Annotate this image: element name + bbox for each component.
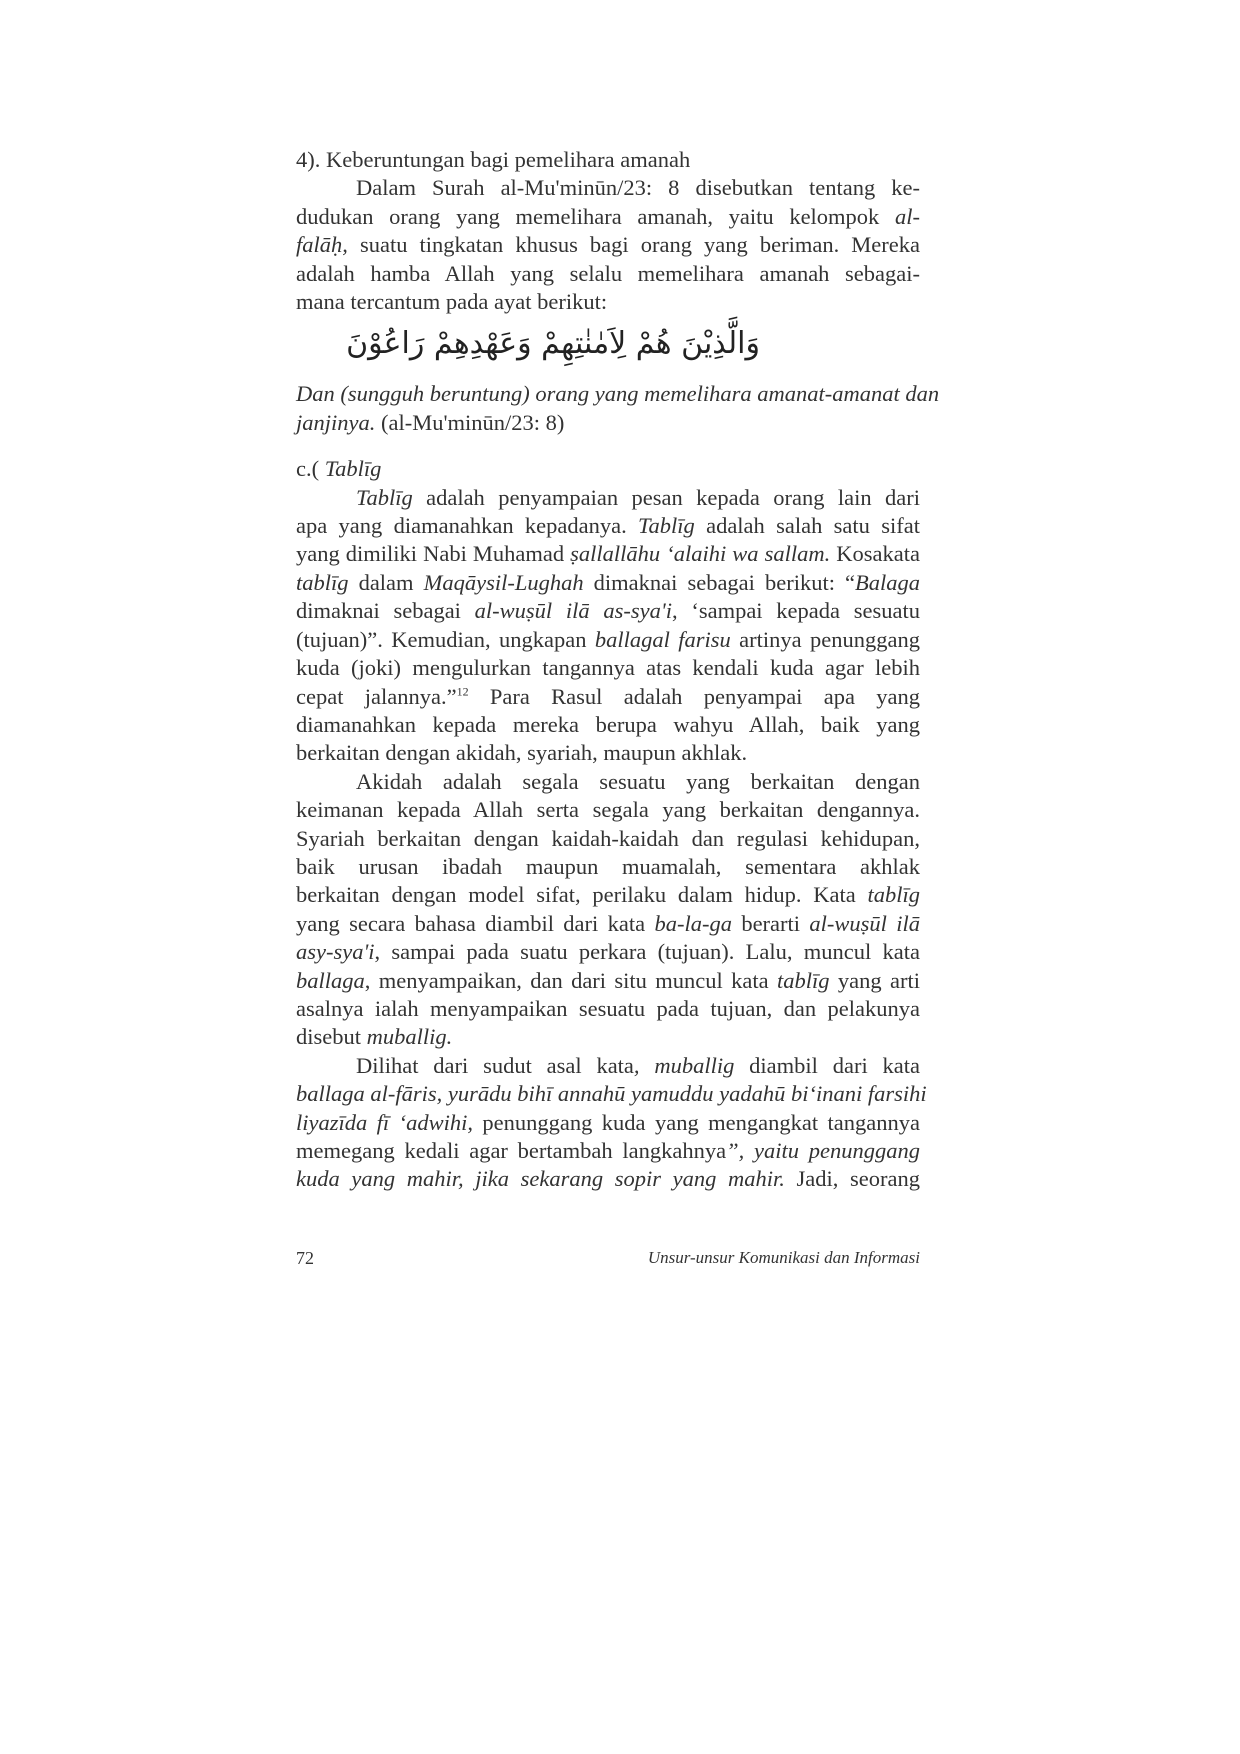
italic-term: kuda yang mahir, jika sekarang sopir yang mahir. bbox=[296, 1166, 785, 1192]
text-line bbox=[296, 881, 920, 909]
italic-term: ballaga bbox=[296, 967, 365, 993]
text-line bbox=[296, 512, 920, 540]
heading-prefix: c.( bbox=[296, 456, 325, 482]
text-line bbox=[296, 540, 920, 568]
text-line bbox=[296, 203, 920, 231]
italic-term: ba-la-ga bbox=[654, 910, 732, 936]
italic-term: tablīg bbox=[777, 967, 830, 993]
running-title: Unsur-unsur Komunikasi dan Informasi bbox=[647, 1248, 920, 1267]
text-run: adalah salah satu sifat bbox=[694, 513, 920, 539]
text-run: mana tercantum pada ayat berikut: bbox=[296, 289, 608, 315]
text-run: adalah hamba Allah yang selalu memelihara amanah sebagai- bbox=[296, 260, 920, 286]
text-run: artinya penunggang bbox=[730, 626, 920, 652]
text-run: dimaknai sebagai berikut: “ bbox=[583, 569, 855, 595]
text-line bbox=[296, 739, 920, 767]
text-line bbox=[296, 1137, 920, 1165]
text-run: baik urusan ibadah maupun muamalah, sementara akhlak bbox=[296, 853, 920, 879]
italic-term: Tablīg bbox=[638, 513, 695, 539]
text-run: disebut bbox=[296, 1024, 367, 1050]
italic-term: asy-sya'i bbox=[296, 939, 375, 965]
italic-term: ”, yaitu penunggang bbox=[726, 1138, 920, 1163]
text-run: diambil dari kata bbox=[734, 1052, 920, 1078]
text-line bbox=[296, 260, 920, 288]
text-line bbox=[296, 1080, 927, 1108]
text-run: penunggang kuda yang mengangkat tangannya bbox=[472, 1109, 920, 1135]
text-run: memegang kedali agar bertambah langkahnya bbox=[296, 1138, 727, 1163]
text-run: cepat jalannya.” bbox=[296, 683, 457, 709]
paragraph-akidah bbox=[296, 768, 920, 1052]
text-line bbox=[296, 174, 920, 202]
text-line bbox=[296, 654, 920, 682]
text-line bbox=[296, 484, 920, 512]
text-line bbox=[296, 995, 920, 1023]
text-line bbox=[296, 1052, 920, 1080]
text-line bbox=[296, 967, 920, 995]
italic-term: ṣallallāhu ‘alaihi wa sallam. bbox=[570, 541, 831, 567]
verse-translation bbox=[296, 380, 940, 437]
text-run: dudukan orang yang memelihara amanah, yaitu kelompok bbox=[296, 203, 895, 229]
italic-term: ballaga al-fāris, yurādu bihī annahū yamuddu yadahū bi‘inani farsihi bbox=[296, 1081, 927, 1107]
text-run: suatu tingkatan khusus bagi orang yang beriman. Mereka bbox=[347, 232, 920, 258]
italic-term: janjinya. bbox=[296, 409, 376, 435]
text-run: Dilihat dari sudut asal kata bbox=[356, 1052, 634, 1078]
page-body bbox=[296, 146, 940, 1194]
text-line bbox=[296, 626, 920, 654]
arabic-verse: وَالَّذِيْنَ هُمْ لِاَمٰنٰتِهِمْ وَعَهْدِهِمْ رَاعُوْنَ bbox=[346, 326, 760, 362]
paragraph-muballig bbox=[296, 1052, 927, 1194]
italic-term: al-wuṣūl ilā as-sya'i bbox=[474, 598, 672, 624]
text-run: Dalam Surah al-Mu'minūn/23: 8 disebutkan tentang ke- bbox=[356, 175, 920, 201]
text-run: Akidah adalah segala sesuatu yang berkaitan dengan bbox=[356, 768, 920, 794]
italic-term: muballig. bbox=[366, 1024, 453, 1050]
text-run: asalnya ialah menyampaikan sesuatu pada tujuan, dan pelakunya bbox=[296, 995, 920, 1021]
text-run: Syariah berkaitan dengan kaidah-kaidah dan regulasi kehidupan, bbox=[296, 825, 920, 851]
text-line bbox=[296, 1165, 920, 1193]
section-heading-c bbox=[296, 455, 920, 483]
italic-term: Tablīg bbox=[324, 456, 382, 482]
text-line bbox=[296, 825, 920, 853]
italic-term: tablīg bbox=[867, 882, 920, 908]
text-run: keimanan kepada Allah serta segala yang berkaitan dengannya. bbox=[296, 797, 920, 823]
text-line bbox=[296, 683, 920, 711]
text-run: yang dimiliki Nabi Muhamad bbox=[296, 541, 571, 567]
text-run: Para Rasul adalah penyampai apa yang bbox=[468, 683, 920, 709]
italic-term: al- bbox=[895, 203, 920, 229]
text-run: dalam bbox=[348, 569, 424, 595]
text-run: adalah penyampaian pesan kepada orang lain dari bbox=[412, 484, 920, 510]
text-run: Jadi, seorang bbox=[784, 1166, 920, 1192]
text-run: (tujuan)”. Kemudian, ungkapan bbox=[296, 626, 595, 652]
text-line bbox=[296, 1109, 920, 1137]
paragraph-tablig bbox=[296, 484, 920, 768]
italic-term: liyazīda fī ‘adwihi, bbox=[296, 1109, 473, 1135]
italic-term: Balaga bbox=[855, 569, 920, 595]
text-line bbox=[296, 910, 920, 938]
text-line bbox=[296, 796, 920, 824]
text-run: berarti bbox=[731, 910, 810, 936]
italic-term: al-wuṣūl ilā bbox=[809, 910, 921, 936]
text-run: , menyampaikan, dan dari situ muncul kata bbox=[364, 967, 778, 993]
italic-term: Tablīg bbox=[356, 484, 413, 510]
text-run: , ‘sampai kepada sesuatu bbox=[671, 598, 920, 624]
text-line bbox=[296, 569, 920, 597]
text-run: dimaknai sebagai bbox=[296, 598, 475, 624]
italic-term: Dan (sungguh beruntung) orang yang memelihara amanat-amanat dan bbox=[296, 381, 940, 407]
text-line bbox=[296, 1023, 920, 1051]
page-number: 72 bbox=[296, 1248, 314, 1268]
italic-term: , muballig bbox=[633, 1052, 735, 1078]
italic-term: falāḥ, bbox=[296, 232, 348, 258]
text-run: yang arti bbox=[829, 967, 921, 993]
text-run: kuda (joki) mengulurkan tangannya atas kendali kuda agar lebih bbox=[296, 655, 920, 681]
text-run: , sampai pada suatu perkara (tujuan). Lalu, muncul kata bbox=[374, 939, 920, 965]
text-line bbox=[296, 853, 920, 881]
text-run: yang secara bahasa diambil dari kata bbox=[296, 910, 655, 936]
text-run: diamanahkan kepada mereka berupa wahyu Allah, baik yang bbox=[296, 711, 920, 737]
paragraph-amanah bbox=[296, 174, 920, 316]
text-line bbox=[296, 597, 920, 625]
italic-term: tablīg bbox=[296, 569, 349, 595]
text-line bbox=[296, 711, 920, 739]
footnote-marker: 12 bbox=[456, 684, 469, 698]
text-run: Kosakata bbox=[830, 541, 921, 567]
text-line bbox=[296, 768, 920, 796]
text-line bbox=[296, 231, 920, 259]
text-line bbox=[296, 288, 920, 316]
text-run: berkaitan dengan akidah, syariah, maupun akhlak. bbox=[296, 740, 748, 766]
section-heading-4: 4). Keberuntungan bagi pemelihara amanah bbox=[296, 147, 691, 172]
text-line bbox=[296, 409, 920, 437]
verse-reference: (al-Mu'minūn/23: 8) bbox=[375, 409, 565, 435]
page-footer bbox=[296, 1248, 920, 1269]
text-line bbox=[296, 938, 920, 966]
text-run: berkaitan dengan model sifat, perilaku dalam hidup. Kata bbox=[296, 882, 868, 908]
italic-term: ballagal farisu bbox=[594, 626, 731, 652]
text-run: apa yang diamanahkan kepadanya. bbox=[296, 513, 639, 539]
italic-term: Maqāysil-Lughah bbox=[423, 569, 584, 595]
text-line bbox=[296, 380, 940, 408]
